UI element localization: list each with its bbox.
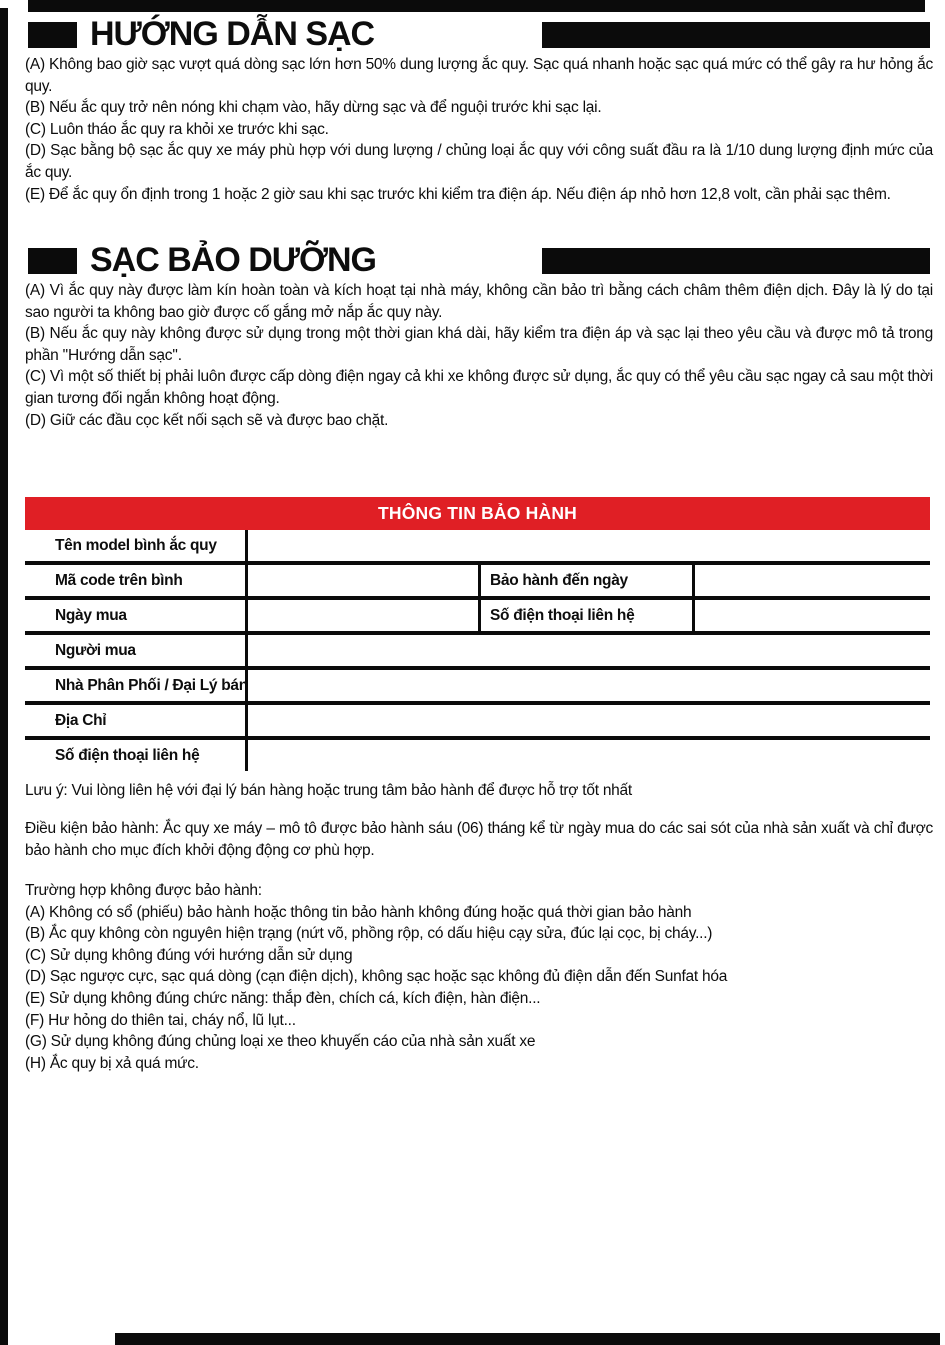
row-value-blank bbox=[695, 600, 930, 631]
row-value-blank bbox=[248, 565, 478, 596]
paragraph-c: (C) Luôn tháo ắc quy ra khỏi xe trước khi sạc. bbox=[25, 120, 329, 138]
row-value-blank bbox=[248, 635, 930, 666]
table-row-purchase-date bbox=[25, 600, 930, 635]
exclusion-b: (B) Ắc quy không còn nguyên hiện trạng (nứt võ, phồng rộp, có dấu hiệu cạy sửa, đúc lại cọc, bị cháy...) bbox=[25, 925, 713, 943]
warranty-table-title: THÔNG TIN BẢO HÀNH bbox=[25, 497, 930, 530]
warranty-info-table bbox=[25, 497, 930, 771]
table-row-phone bbox=[25, 740, 930, 771]
top-cut-off-bar bbox=[28, 0, 925, 12]
row-label: Nhà Phân Phối / Đại Lý bán bbox=[25, 670, 248, 701]
section-header-charging bbox=[28, 15, 930, 53]
row-value-blank bbox=[248, 705, 930, 736]
table-row-model bbox=[25, 530, 930, 565]
exclusion-c: (C) Sử dụng không đúng với hướng dẫn sử dụng bbox=[25, 946, 353, 964]
section-title-charging: HƯỚNG DẪN SẠC bbox=[90, 15, 375, 53]
paragraph-e: (E) Để ắc quy ổn định trong 1 hoặc 2 giờ sau khi sạc trước khi kiểm tra điện áp. Nếu điện áp nhỏ hơn 12,8 volt, cần phải sạc thêm. bbox=[25, 185, 891, 203]
note-text: Lưu ý: Vui lòng liên hệ với đại lý bán hàng hoặc trung tâm bảo hành để được hỗ trợ tốt nhất bbox=[25, 782, 632, 799]
conditions-text: Điều kiện bảo hành: Ắc quy xe máy – mô tô được bảo hành sáu (06) tháng kể từ ngày mua do các sai sót của nhà sản xuất và chỉ được bảo hành cho mục đích khởi động động cơ phù hợp. bbox=[25, 820, 933, 859]
bottom-cut-off-bar bbox=[115, 1333, 940, 1345]
section-bullet-square bbox=[28, 22, 77, 48]
exclusion-g: (G) Sử dụng không đúng chủng loại xe theo khuyến cáo của nhà sản xuất xe bbox=[25, 1033, 536, 1051]
paragraph-d: (D) Giữ các đầu cọc kết nối sạch sẽ và được bao chặt. bbox=[25, 411, 389, 429]
row-label: Tên model bình ắc quy bbox=[25, 530, 248, 561]
section-header-bar bbox=[542, 248, 930, 274]
warranty-exclusions bbox=[25, 880, 933, 1074]
charging-instructions-text bbox=[25, 54, 933, 205]
row-label: Số điện thoại liên hệ bbox=[25, 740, 248, 771]
row-label: Ngày mua bbox=[25, 600, 248, 631]
table-row-buyer bbox=[25, 635, 930, 670]
paragraph-b: (B) Nếu ắc quy này không được sử dụng trong một thời gian khá dài, hãy kiểm tra điện áp và sạc lại theo yêu cầu và được mô tả trong phần ''Hướng dẫn sạc''. bbox=[25, 325, 933, 364]
row-value-blank bbox=[248, 600, 478, 631]
exclusion-a: (A) Không có sổ (phiếu) bảo hành hoặc thông tin bảo hành không đúng hoặc quá thời gian bảo hành bbox=[25, 903, 692, 921]
warranty-conditions bbox=[25, 818, 933, 861]
table-row-distributor bbox=[25, 670, 930, 705]
section-header-bar bbox=[542, 22, 930, 48]
paragraph-c: (C) Vì một số thiết bị phải luôn được cấp dòng điện ngay cả khi xe không được sử dụng, ắc quy có thể yêu cầu sạc ngay cả sau một thời gian tương đối ngắn không hoạt động. bbox=[25, 368, 933, 407]
page-edge-strip bbox=[0, 8, 8, 1345]
exclusion-e: (E) Sử dụng không đúng chức năng: thắp đèn, chích cá, kích điện, hàn điện... bbox=[25, 989, 541, 1007]
maintenance-charging-text bbox=[25, 280, 933, 431]
row-value-blank bbox=[248, 740, 930, 771]
paragraph-a: (A) Không bao giờ sạc vượt quá dòng sạc lớn hơn 50% dung lượng ắc quy. Sạc quá nhanh hoặc sạc quá mức có thể gây ra hư hỏng ắc quy. bbox=[25, 56, 933, 95]
paragraph-d: (D) Sạc bằng bộ sạc ắc quy xe máy phù hợp với dung lượng / chủng loại ắc quy với công suất đầu ra là 1/10 dung lượng định mức của ắc quy. bbox=[25, 142, 933, 181]
row-value-blank bbox=[248, 670, 930, 701]
row-label-2: Bảo hành đến ngày bbox=[478, 565, 695, 596]
section-title-maintenance: SẠC BẢO DƯỠNG bbox=[90, 241, 376, 279]
row-label: Mã code trên bình bbox=[25, 565, 248, 596]
table-row-code bbox=[25, 565, 930, 600]
paragraph-b: (B) Nếu ắc quy trở nên nóng khi chạm vào, hãy dừng sạc và để nguội trước khi sạc lại. bbox=[25, 99, 602, 117]
note-contact bbox=[25, 780, 933, 802]
exclusion-f: (F) Hư hỏng do thiên tai, cháy nổ, lũ lụt... bbox=[25, 1011, 296, 1029]
table-row-address bbox=[25, 705, 930, 740]
row-label-2: Số điện thoại liên hệ bbox=[478, 600, 695, 631]
row-value-blank bbox=[248, 530, 930, 561]
exclusion-d: (D) Sạc ngược cực, sạc quá dòng (cạn điện dịch), không sạc hoặc sạc không đủ điện dẫn đến Sunfat hóa bbox=[25, 968, 728, 986]
row-value-blank bbox=[695, 565, 930, 596]
paragraph-a: (A) Vì ắc quy này được làm kín hoàn toàn và kích hoạt tại nhà máy, không cần bảo trì bằng cách châm thêm điện dịch. Đây là lý do tại sao người ta không bao giờ được cố gắng mở nắp ắc quy này. bbox=[25, 282, 933, 321]
exclusions-title: Trường hợp không được bảo hành: bbox=[25, 882, 262, 899]
row-label: Địa Chỉ bbox=[25, 705, 248, 736]
section-bullet-square bbox=[28, 248, 77, 274]
row-label: Người mua bbox=[25, 635, 248, 666]
section-header-maintenance bbox=[28, 241, 930, 279]
exclusion-h: (H) Ắc quy bị xả quá mức. bbox=[25, 1054, 199, 1072]
